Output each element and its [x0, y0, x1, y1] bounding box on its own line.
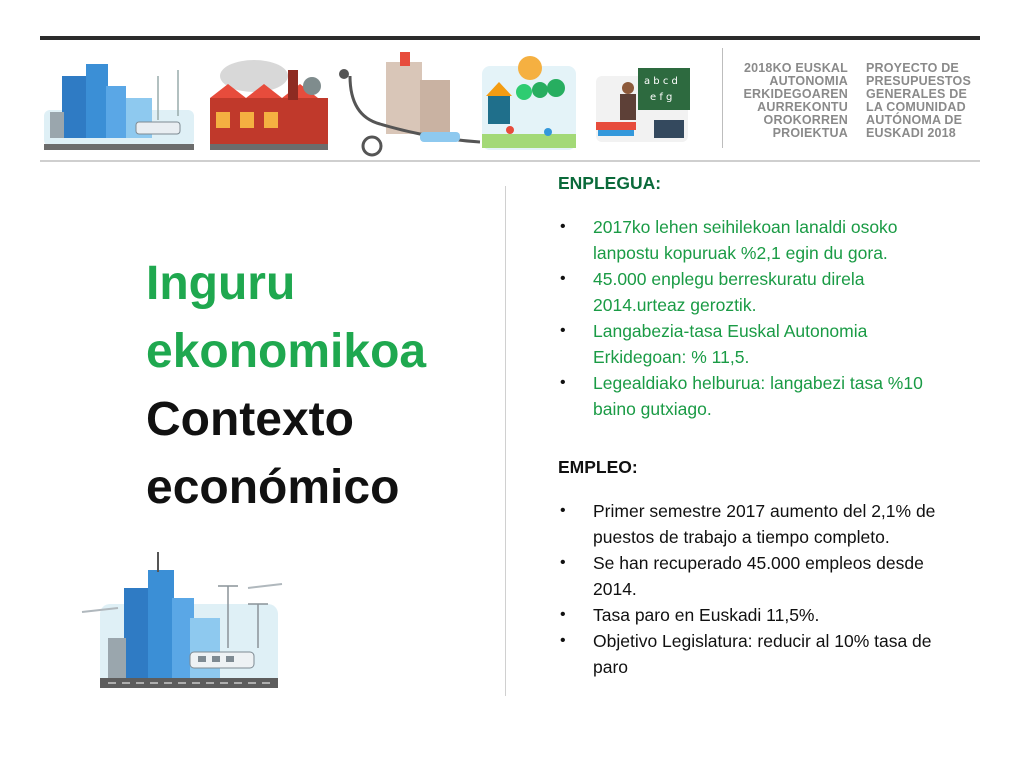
title-spanish-line-1: Contexto: [146, 393, 354, 446]
list-item: • Legealdiako helburua: langabezi tasa %10 baino gutxiago.: [558, 370, 958, 422]
column-divider: [505, 186, 506, 696]
svg-text:e f g: e f g: [650, 92, 673, 103]
section-heading-basque: ENPLEGUA:: [558, 173, 662, 193]
banner-illustrations: [40, 46, 730, 158]
factory-icon: [210, 60, 328, 150]
banner-title-basque: 2018KO EUSKAL AUTONOMIA ERKIDEGOAREN AURREKONTU OROKORREN PROIEKTUA: [743, 61, 848, 140]
list-item: • Tasa paro en Euskadi 11,5%.: [558, 602, 958, 628]
content-column: [558, 170, 958, 680]
banner-top-rule: [40, 36, 980, 40]
list-item: • Objetivo Legislatura: reducir al 10% tasa de paro: [558, 628, 958, 680]
title-basque-line-2: ekonomikoa: [146, 325, 427, 378]
title-spanish-line-2: económico: [146, 461, 400, 514]
banner-title-spanish: PROYECTO DE PRESUPUESTOS GENERALES DE LA COMUNIDAD AUTÓNOMA DE EUSKADI 2018: [866, 61, 971, 140]
health-stethoscope-icon: [339, 52, 480, 155]
slide-title: [146, 250, 486, 522]
section-enplegua: [558, 170, 958, 422]
bullet-list-spanish: [558, 498, 958, 680]
title-basque-line-1: Inguru: [146, 257, 296, 310]
list-item: • Primer semestre 2017 aumento del 2,1% de puestos de trabajo a tiempo completo.: [558, 498, 958, 550]
list-item: • 45.000 enplegu berreskuratu direla 2014.urteaz geroztik.: [558, 266, 958, 318]
banner-divider: [722, 48, 723, 148]
list-item: • Langabezia-tasa Euskal Autonomia Erkidegoan: % 11,5.: [558, 318, 958, 370]
list-item: • 2017ko lehen seihilekoan lanaldi osoko lanpostu kopuruak %2,1 egin du gora.: [558, 214, 958, 266]
section-heading-spanish: EMPLEO:: [558, 457, 638, 477]
header-banner: [40, 36, 980, 166]
classroom-teacher-icon: [596, 68, 690, 142]
school-park-icon: [482, 56, 576, 150]
city-skyline-icon: [44, 64, 194, 150]
svg-text:a b c d: a b c d: [644, 76, 678, 87]
city-skyline-icon: [78, 548, 286, 698]
section-empleo: [558, 454, 958, 680]
banner-bottom-rule: [40, 160, 980, 162]
bullet-list-basque: [558, 214, 958, 422]
list-item: • Se han recuperado 45.000 empleos desde 2014.: [558, 550, 958, 602]
